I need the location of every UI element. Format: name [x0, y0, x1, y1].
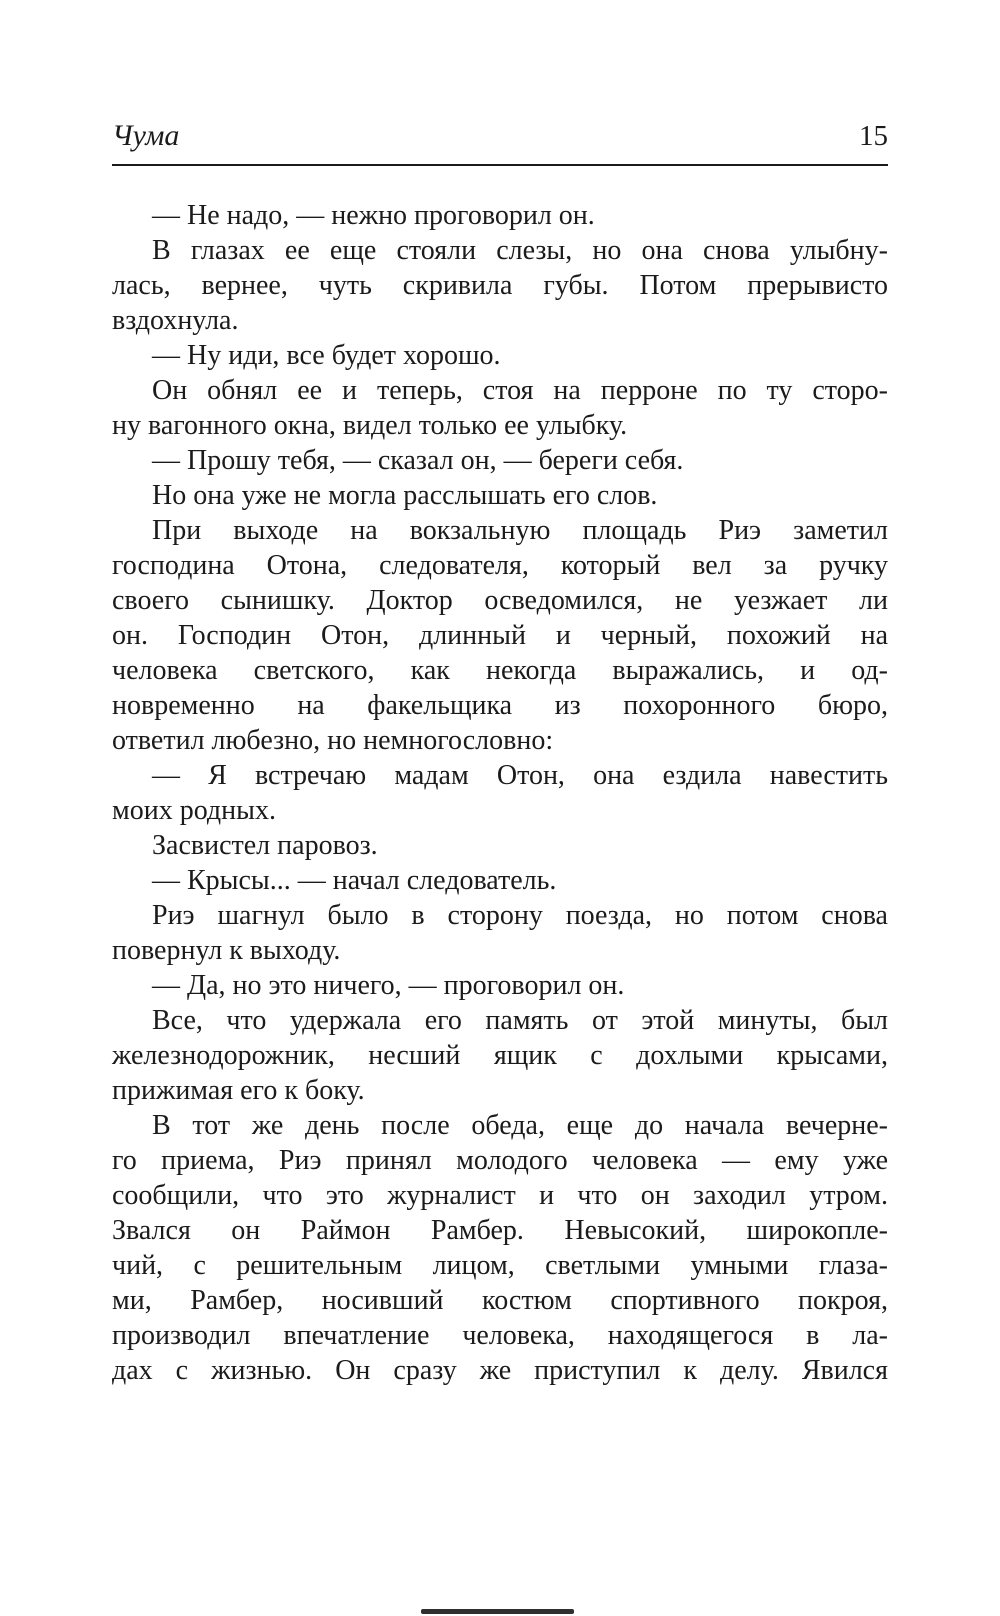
text-line: При выходе на вокзальную площадь Риэ заметил	[152, 515, 888, 546]
text-line: — Крысы... — начал следователь.	[152, 865, 557, 896]
text-line: ми, Рамбер, носивший костюм спортивного покроя,	[112, 1285, 888, 1316]
text-line: ну вагонного окна, видел только ее улыбку.	[112, 410, 628, 441]
text-line: ответил любезно, но немногословно:	[112, 725, 554, 756]
page-number: 15	[859, 120, 888, 152]
text-line: он. Господин Отон, длинный и черный, похожий на	[112, 620, 888, 651]
paragraph	[112, 443, 888, 478]
text-line: новременно на факельщика из похоронного бюро,	[112, 690, 888, 721]
text-line: — Ну иди, все будет хорошо.	[152, 340, 501, 371]
paragraph	[112, 968, 888, 1003]
text-line: — Не надо, — нежно проговорил он.	[152, 200, 595, 231]
paragraph	[112, 373, 888, 443]
text-line: железнодорожник, несший ящик с дохлыми крысами,	[112, 1040, 888, 1071]
paragraph	[112, 828, 888, 863]
running-head	[112, 0, 888, 154]
paragraph	[112, 1003, 888, 1108]
paragraph	[112, 338, 888, 373]
text-line: чий, с решительным лицом, светлыми умными глаза-	[112, 1250, 888, 1281]
header-rule	[112, 164, 888, 166]
text-line: прижимая его к боку.	[112, 1075, 365, 1106]
text-line: производил впечатление человека, находящегося в ла-	[112, 1320, 888, 1351]
text-line: вздохнула.	[112, 305, 239, 336]
running-title: Чума	[112, 119, 180, 152]
text-line: своего сынишку. Доктор осведомился, не уезжает ли	[112, 585, 888, 616]
text-line: го приема, Риэ принял молодого человека — ему уже	[112, 1145, 888, 1176]
paragraph	[112, 513, 888, 758]
paragraph	[112, 478, 888, 513]
paragraph	[112, 198, 888, 233]
text-line: Все, что удержала его память от этой минуты, был	[152, 1005, 888, 1036]
paragraph	[112, 898, 888, 968]
text-line: человека светского, как некогда выражались, и од-	[112, 655, 888, 686]
text-line: В тот же день после обеда, еще до начала вечерне-	[152, 1110, 888, 1141]
text-line: сообщили, что это журналист и что он заходил утром.	[112, 1180, 888, 1211]
text-line: — Прошу тебя, — сказал он, — береги себя.	[152, 445, 684, 476]
text-line: лась, вернее, чуть скривила губы. Потом прерывисто	[112, 270, 888, 301]
text-column	[112, 0, 888, 1388]
text-line: господина Отона, следователя, который вел за ручку	[112, 550, 888, 581]
text-line: В глазах ее еще стояли слезы, но она снова улыбну-	[152, 235, 888, 266]
text-line: дах с жизнью. Он сразу же приступил к делу. Явился	[112, 1355, 888, 1386]
text-line: Но она уже не могла расслышать его слов.	[152, 480, 658, 511]
text-line: — Я встречаю мадам Отон, она ездила навестить	[152, 760, 888, 791]
text-line: Звался он Раймон Рамбер. Невысокий, широкопле-	[112, 1215, 888, 1246]
scan-artifact-line	[421, 1609, 574, 1614]
text-line: Он обнял ее и теперь, стоя на перроне по ту сторо-	[152, 375, 888, 406]
body-text	[112, 198, 888, 1388]
paragraph	[112, 233, 888, 338]
paragraph	[112, 1108, 888, 1388]
text-line: — Да, но это ничего, — проговорил он.	[152, 970, 625, 1001]
text-line: моих родных.	[112, 795, 276, 826]
text-line: повернул к выходу.	[112, 935, 341, 966]
paragraph	[112, 863, 888, 898]
paragraph	[112, 758, 888, 828]
text-line: Риэ шагнул было в сторону поезда, но потом снова	[152, 900, 888, 931]
text-line: Засвистел паровоз.	[152, 830, 378, 861]
